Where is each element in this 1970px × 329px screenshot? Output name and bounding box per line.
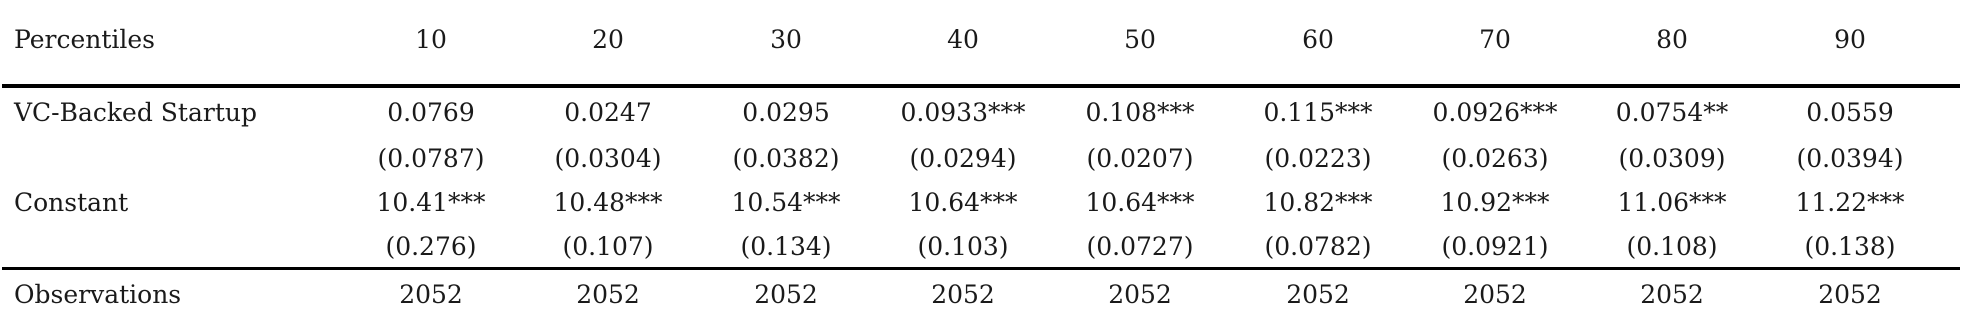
table-cell: (0.103): [917, 232, 1009, 261]
table-cell: 11.06***: [1617, 188, 1727, 217]
header-rule: [2, 84, 1960, 88]
observations-cell: 2052: [1108, 280, 1172, 309]
table-cell: (0.0304): [554, 144, 662, 173]
table-cell: 0.115***: [1263, 98, 1373, 127]
observations-cell: 2052: [1818, 280, 1882, 309]
table-cell: (0.0394): [1796, 144, 1904, 173]
table-cell: (0.108): [1626, 232, 1718, 261]
row-label: VC-Backed Startup: [14, 98, 257, 127]
table-cell: (0.0782): [1264, 232, 1372, 261]
table-cell: 10.64***: [1085, 188, 1195, 217]
table-cell: (0.0787): [377, 144, 485, 173]
table-cell: (0.138): [1804, 232, 1896, 261]
header-col: 30: [770, 25, 802, 54]
table-cell: (0.0223): [1264, 144, 1372, 173]
table-row: [0, 227, 1960, 267]
table-cell: (0.0921): [1441, 232, 1549, 261]
observations-cell: 2052: [754, 280, 818, 309]
header-col: 40: [947, 25, 979, 54]
observations-cell: 2052: [1286, 280, 1350, 309]
table-cell: 0.0769: [387, 98, 475, 127]
table-cell: 0.0295: [742, 98, 830, 127]
table-cell: (0.0309): [1618, 144, 1726, 173]
observations-cell: 2052: [399, 280, 463, 309]
footer-rule: [2, 267, 1960, 270]
table-cell: (0.0263): [1441, 144, 1549, 173]
table-cell: 0.108***: [1085, 98, 1195, 127]
header-col: 60: [1302, 25, 1334, 54]
table-cell: 10.92***: [1440, 188, 1550, 217]
header-col: 10: [415, 25, 447, 54]
table-row: [0, 183, 1960, 223]
table-cell: 0.0933***: [900, 98, 1026, 127]
table-cell: 11.22***: [1795, 188, 1905, 217]
table-cell: 0.0926***: [1432, 98, 1558, 127]
observations-cell: 2052: [1463, 280, 1527, 309]
table-cell: 10.54***: [731, 188, 841, 217]
header-label: Percentiles: [14, 25, 156, 54]
table-cell: (0.134): [740, 232, 832, 261]
observations-cell: 2052: [1640, 280, 1704, 309]
table-row: [0, 139, 1960, 179]
table-cell: 0.0754**: [1615, 98, 1729, 127]
header-col: 90: [1834, 25, 1866, 54]
observations-cell: 2052: [576, 280, 640, 309]
footer-label: Observations: [14, 280, 182, 309]
header-col: 50: [1124, 25, 1156, 54]
table-row: [0, 93, 1960, 133]
table-cell: (0.0294): [909, 144, 1017, 173]
table-cell: 0.0559: [1806, 98, 1894, 127]
table-cell: (0.107): [562, 232, 654, 261]
observations-row: [0, 275, 1960, 315]
header-col: 20: [592, 25, 624, 54]
header-col: 70: [1479, 25, 1511, 54]
row-label: Constant: [14, 188, 129, 217]
header-col: 80: [1656, 25, 1688, 54]
table-cell: 10.82***: [1263, 188, 1373, 217]
table-cell: (0.0382): [732, 144, 840, 173]
observations-cell: 2052: [931, 280, 995, 309]
table-cell: (0.276): [385, 232, 477, 261]
table-cell: (0.0207): [1086, 144, 1194, 173]
table-cell: 10.64***: [908, 188, 1018, 217]
table-cell: (0.0727): [1086, 232, 1194, 261]
table-cell: 10.48***: [553, 188, 663, 217]
table-cell: 10.41***: [376, 188, 486, 217]
header-row: [0, 20, 1960, 60]
table-cell: 0.0247: [564, 98, 652, 127]
